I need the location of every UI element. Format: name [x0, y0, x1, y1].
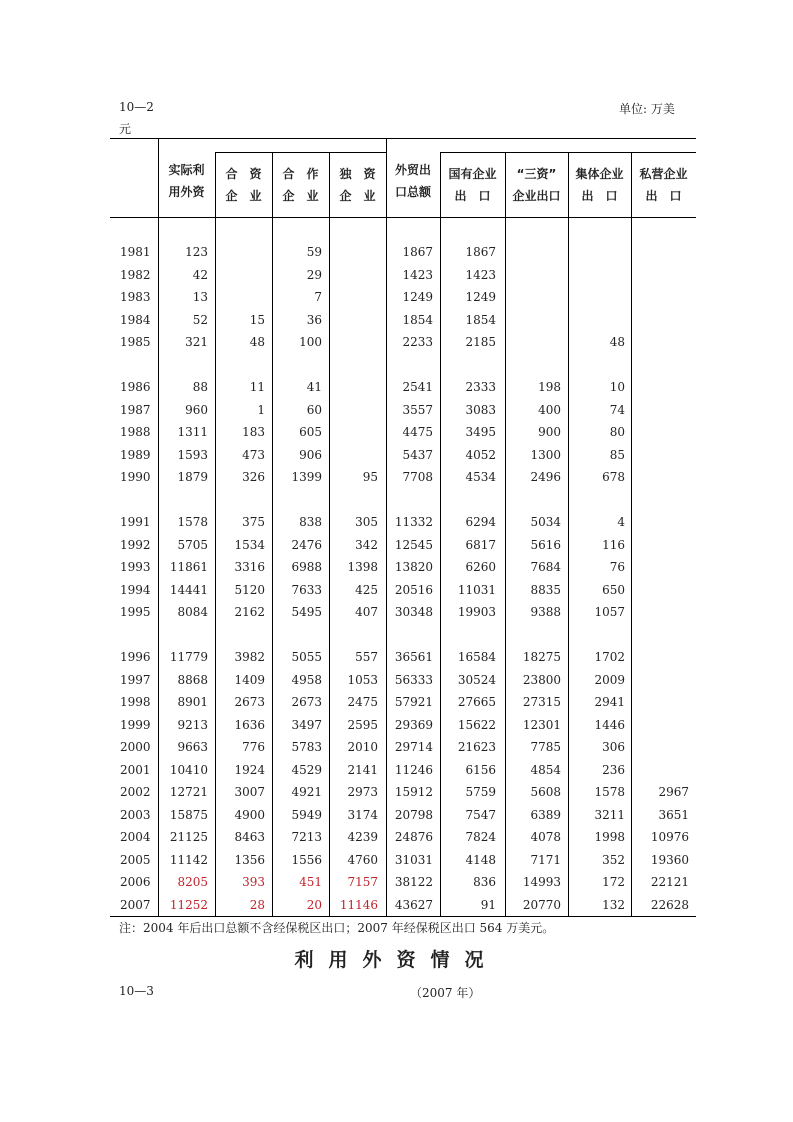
value-cell: 2185: [465, 335, 496, 349]
value-cell: 11142: [169, 852, 208, 867]
value-cell: 95: [362, 470, 378, 484]
value-cell: 1867: [465, 245, 496, 259]
value-cell: 3174: [347, 807, 378, 822]
value-cell: 2141: [347, 762, 378, 777]
value-cell: 20: [306, 897, 322, 912]
value-cell: 1534: [234, 537, 265, 552]
value-cell: 8835: [530, 582, 561, 597]
value-cell: 7213: [291, 830, 322, 844]
column-header: [440, 163, 505, 207]
value-cell: 36: [306, 312, 322, 327]
value-cell: 8901: [177, 695, 208, 709]
year-cell: 2005: [120, 852, 151, 867]
next-table-number: 10—3: [119, 984, 154, 998]
value-cell: 2333: [465, 380, 496, 394]
table-row: [110, 826, 696, 848]
value-cell: 22628: [650, 897, 689, 912]
value-cell: 7171: [530, 852, 561, 867]
value-cell: 321: [185, 335, 208, 349]
year-cell: 2004: [120, 830, 151, 844]
header-subrule: [215, 152, 386, 153]
value-cell: 5783: [291, 740, 322, 754]
table-row: [110, 421, 696, 443]
table-row: [110, 399, 696, 421]
column-header-line: 用外资: [168, 185, 205, 199]
value-cell: 3982: [234, 650, 265, 664]
table-row: [110, 556, 696, 578]
value-cell: 900: [538, 425, 561, 439]
value-cell: 4239: [347, 830, 378, 844]
value-cell: 10976: [650, 830, 689, 844]
value-cell: 1593: [177, 447, 208, 462]
value-cell: 7684: [530, 560, 561, 574]
value-cell: 21125: [169, 830, 208, 844]
table-row: [110, 286, 696, 308]
value-cell: 15875: [169, 807, 208, 822]
value-cell: 132: [602, 897, 625, 912]
value-cell: 6294: [465, 515, 496, 529]
value-cell: 19903: [457, 605, 496, 619]
column-header-line: 合 作: [282, 167, 319, 181]
column-header: [386, 159, 440, 203]
value-cell: 1446: [594, 717, 625, 732]
column-header: [272, 163, 329, 207]
value-cell: 5437: [402, 447, 433, 462]
column-header-line: “三资”: [516, 167, 557, 181]
value-cell: 20516: [394, 582, 433, 597]
year-cell: 1991: [120, 515, 151, 529]
column-header: [631, 163, 696, 207]
table-row: [110, 579, 696, 601]
value-cell: 60: [306, 402, 322, 417]
value-cell: 7157: [347, 875, 378, 889]
column-header-line: 出 口: [454, 189, 491, 203]
value-cell: 3651: [658, 807, 689, 822]
value-cell: 4900: [234, 807, 265, 822]
table-row: [110, 646, 696, 668]
value-cell: 11146: [339, 897, 378, 912]
column-header-line: 口总额: [394, 185, 431, 199]
value-cell: 4: [617, 515, 625, 529]
table-row: [110, 781, 696, 803]
value-cell: 30348: [394, 605, 433, 619]
value-cell: 8084: [177, 605, 208, 619]
value-cell: 4475: [402, 425, 433, 439]
table-row: [110, 466, 696, 488]
value-cell: 123: [185, 245, 208, 259]
year-cell: 1988: [120, 425, 151, 439]
column-header-line: 合 资: [225, 167, 262, 181]
value-cell: 91: [480, 897, 496, 912]
value-cell: 5055: [291, 650, 322, 664]
value-cell: 4529: [291, 762, 322, 777]
value-cell: 5616: [530, 537, 561, 552]
table-number-overflow: 元: [119, 122, 132, 136]
value-cell: 12721: [169, 785, 208, 799]
value-cell: 906: [299, 447, 322, 462]
value-cell: 5608: [530, 785, 561, 799]
value-cell: 838: [299, 515, 322, 529]
value-cell: 1879: [177, 470, 208, 484]
value-cell: 1356: [234, 852, 265, 867]
year-cell: 1985: [120, 335, 151, 349]
year-cell: 1993: [120, 560, 151, 574]
value-cell: 6389: [530, 807, 561, 822]
column-header: [568, 163, 631, 207]
value-cell: 85: [609, 447, 625, 462]
table-header-rule: [110, 217, 696, 218]
value-cell: 28: [249, 897, 265, 912]
table-row: [110, 804, 696, 826]
value-cell: 22121: [650, 875, 689, 889]
value-cell: 2476: [291, 537, 322, 552]
year-cell: 1998: [120, 695, 151, 709]
value-cell: 2595: [347, 717, 378, 732]
value-cell: 1: [257, 402, 265, 417]
value-cell: 6156: [465, 762, 496, 777]
year-cell: 2002: [120, 785, 151, 799]
table-row: [110, 871, 696, 893]
value-cell: 4534: [465, 470, 496, 484]
year-cell: 1996: [120, 650, 151, 664]
value-cell: 29369: [394, 717, 433, 732]
value-cell: 31031: [394, 852, 433, 867]
value-cell: 11: [249, 380, 265, 394]
value-cell: 305: [355, 515, 378, 529]
value-cell: 1057: [594, 605, 625, 619]
column-header: [215, 163, 272, 207]
value-cell: 5705: [177, 537, 208, 552]
value-cell: 605: [299, 425, 322, 439]
value-cell: 7708: [402, 470, 433, 484]
value-cell: 2162: [234, 605, 265, 619]
table-row: [110, 309, 696, 331]
year-cell: 2001: [120, 762, 151, 777]
table-row: [110, 691, 696, 713]
table-row: [110, 264, 696, 286]
value-cell: 2941: [594, 695, 625, 709]
value-cell: 8205: [177, 875, 208, 889]
value-cell: 2233: [402, 335, 433, 349]
value-cell: 776: [242, 740, 265, 754]
value-cell: 306: [602, 740, 625, 754]
value-cell: 29: [306, 267, 322, 282]
year-cell: 1995: [120, 605, 151, 619]
value-cell: 11861: [169, 560, 208, 574]
value-cell: 24876: [394, 830, 433, 844]
value-cell: 198: [538, 380, 561, 394]
value-cell: 27315: [522, 695, 561, 709]
value-cell: 7: [314, 290, 322, 304]
value-cell: 18275: [522, 650, 561, 664]
value-cell: 4078: [530, 830, 561, 844]
column-header-line: 国有企业: [448, 167, 497, 181]
table-row: [110, 736, 696, 758]
table-row: [110, 331, 696, 353]
value-cell: 27665: [457, 695, 496, 709]
value-cell: 8463: [234, 830, 265, 844]
value-cell: 20770: [522, 897, 561, 912]
column-header-line: 出 口: [581, 189, 618, 203]
value-cell: 326: [242, 470, 265, 484]
value-cell: 7547: [465, 807, 496, 822]
year-cell: 1986: [120, 380, 151, 394]
value-cell: 5034: [530, 515, 561, 529]
column-header-line: 独 资: [339, 167, 376, 181]
year-cell: 2003: [120, 807, 151, 822]
column-header-line: 企业出口: [512, 189, 561, 203]
table-row: [110, 511, 696, 533]
value-cell: 15622: [457, 717, 496, 732]
value-cell: 21623: [457, 740, 496, 754]
table-row: [110, 241, 696, 263]
value-cell: 11246: [394, 762, 433, 777]
column-header-line: 外贸出: [394, 163, 431, 177]
value-cell: 7633: [291, 582, 322, 597]
value-cell: 42: [192, 267, 208, 282]
table-row: [110, 759, 696, 781]
value-cell: 3211: [594, 807, 625, 822]
value-cell: 1053: [347, 672, 378, 687]
column-header-line: 企 业: [282, 189, 319, 203]
value-cell: 1300: [530, 447, 561, 462]
value-cell: 6260: [465, 560, 496, 574]
value-cell: 10410: [169, 762, 208, 777]
value-cell: 425: [355, 582, 378, 597]
value-cell: 2541: [402, 380, 433, 394]
table-row: [110, 601, 696, 623]
value-cell: 1399: [291, 470, 322, 484]
value-cell: 1556: [291, 852, 322, 867]
table-bottom-rule: [110, 916, 696, 917]
column-header-line: 企 业: [339, 189, 376, 203]
value-cell: 4148: [465, 852, 496, 867]
value-cell: 80: [609, 425, 625, 439]
value-cell: 5949: [291, 807, 322, 822]
table-row: [110, 714, 696, 736]
value-cell: 13820: [394, 560, 433, 574]
value-cell: 5495: [291, 605, 322, 619]
table-top-rule: [110, 138, 696, 139]
value-cell: 2009: [594, 672, 625, 687]
value-cell: 172: [602, 875, 625, 889]
year-cell: 2000: [120, 740, 151, 754]
value-cell: 3497: [291, 717, 322, 732]
value-cell: 11332: [394, 515, 433, 529]
value-cell: 23800: [522, 672, 561, 687]
column-header-line: 实际利: [168, 163, 205, 177]
year-cell: 1994: [120, 582, 151, 597]
table-row: [110, 894, 696, 916]
value-cell: 56333: [394, 672, 433, 687]
value-cell: 2496: [530, 470, 561, 484]
value-cell: 76: [609, 560, 625, 574]
value-cell: 48: [249, 335, 265, 349]
year-cell: 1989: [120, 447, 151, 462]
value-cell: 1578: [177, 515, 208, 529]
value-cell: 2475: [347, 695, 378, 709]
value-cell: 12301: [522, 717, 561, 732]
value-cell: 1854: [465, 312, 496, 327]
value-cell: 11779: [169, 650, 208, 664]
year-cell: 2007: [120, 897, 151, 912]
value-cell: 352: [602, 852, 625, 867]
section-title: 利用外资情况: [294, 949, 499, 971]
value-cell: 3557: [402, 402, 433, 417]
value-cell: 678: [602, 470, 625, 484]
year-cell: 1981: [120, 245, 151, 259]
value-cell: 2673: [291, 695, 322, 709]
column-header: [329, 163, 386, 207]
table-number: 10—2: [119, 100, 154, 114]
unit-label: 单位: 万美: [619, 102, 675, 116]
year-cell: 1997: [120, 672, 151, 687]
value-cell: 19360: [650, 852, 689, 867]
value-cell: 1249: [465, 290, 496, 304]
value-cell: 74: [609, 402, 625, 417]
value-cell: 2973: [347, 785, 378, 799]
column-header-line: 私营企业: [639, 167, 688, 181]
column-header-line: 企 业: [225, 189, 262, 203]
value-cell: 48: [609, 335, 625, 349]
value-cell: 650: [602, 582, 625, 597]
value-cell: 7785: [530, 740, 561, 754]
value-cell: 1702: [594, 650, 625, 664]
value-cell: 4854: [530, 762, 561, 777]
value-cell: 375: [242, 515, 265, 529]
value-cell: 4052: [465, 447, 496, 462]
value-cell: 183: [242, 425, 265, 439]
year-cell: 1992: [120, 537, 151, 552]
value-cell: 15912: [394, 785, 433, 799]
table-row: [110, 376, 696, 398]
value-cell: 4958: [291, 672, 322, 687]
column-header: [505, 163, 568, 207]
column-header-line: 出 口: [645, 189, 682, 203]
footnote: 注：2004 年后出口总额不含经保税区出口；2007 年经保税区出口 564 万美元。: [119, 921, 555, 935]
value-cell: 2967: [658, 785, 689, 799]
value-cell: 7824: [465, 830, 496, 844]
value-cell: 1423: [402, 267, 433, 282]
value-cell: 11031: [457, 582, 496, 597]
value-cell: 41: [306, 380, 322, 394]
year-cell: 2006: [120, 875, 151, 889]
value-cell: 1578: [594, 785, 625, 799]
value-cell: 9663: [177, 740, 208, 754]
value-cell: 16584: [457, 650, 496, 664]
value-cell: 1249: [402, 290, 433, 304]
value-cell: 3007: [234, 785, 265, 799]
value-cell: 43627: [394, 897, 433, 912]
value-cell: 116: [602, 537, 625, 552]
value-cell: 9213: [177, 717, 208, 732]
value-cell: 557: [355, 650, 378, 664]
value-cell: 59: [306, 245, 322, 259]
year-cell: 1990: [120, 470, 151, 484]
value-cell: 11252: [169, 897, 208, 912]
value-cell: 1854: [402, 312, 433, 327]
value-cell: 960: [185, 402, 208, 417]
next-table-year: （2007 年）: [410, 986, 481, 1000]
value-cell: 5120: [234, 582, 265, 597]
year-cell: 1983: [120, 290, 151, 304]
value-cell: 6817: [465, 537, 496, 552]
value-cell: 12545: [394, 537, 433, 552]
value-cell: 15: [249, 312, 265, 327]
column-header-line: 集体企业: [575, 167, 624, 181]
value-cell: 36561: [394, 650, 433, 664]
value-cell: 836: [473, 875, 496, 889]
value-cell: 88: [192, 380, 208, 394]
value-cell: 1636: [234, 717, 265, 732]
value-cell: 4760: [347, 852, 378, 867]
value-cell: 1998: [594, 830, 625, 844]
value-cell: 393: [242, 875, 265, 889]
value-cell: 400: [538, 402, 561, 417]
table-row: [110, 849, 696, 871]
value-cell: 407: [355, 605, 378, 619]
value-cell: 1398: [347, 560, 378, 574]
value-cell: 6988: [291, 560, 322, 574]
year-cell: 1984: [120, 312, 151, 327]
year-cell: 1982: [120, 267, 151, 282]
value-cell: 1311: [177, 425, 208, 439]
value-cell: 5759: [465, 785, 496, 799]
table-row: [110, 444, 696, 466]
value-cell: 3495: [465, 425, 496, 439]
value-cell: 3316: [234, 560, 265, 574]
value-cell: 3083: [465, 402, 496, 417]
value-cell: 9388: [530, 605, 561, 619]
value-cell: 342: [355, 537, 378, 552]
value-cell: 236: [602, 762, 625, 777]
value-cell: 10: [609, 380, 625, 394]
year-cell: 1999: [120, 717, 151, 732]
year-cell: 1987: [120, 402, 151, 417]
value-cell: 1409: [234, 672, 265, 687]
value-cell: 1423: [465, 267, 496, 282]
value-cell: 473: [242, 447, 265, 462]
value-cell: 4921: [291, 785, 322, 799]
value-cell: 1924: [234, 762, 265, 777]
header-subrule: [440, 152, 696, 153]
value-cell: 2673: [234, 695, 265, 709]
value-cell: 100: [299, 335, 322, 349]
value-cell: 13: [192, 290, 208, 304]
table-row: [110, 669, 696, 691]
table-row: [110, 534, 696, 556]
value-cell: 57921: [394, 695, 433, 709]
value-cell: 52: [192, 312, 208, 327]
value-cell: 8868: [177, 672, 208, 687]
value-cell: 29714: [394, 740, 433, 754]
value-cell: 2010: [347, 740, 378, 754]
value-cell: 14993: [522, 875, 561, 889]
value-cell: 20798: [394, 807, 433, 822]
value-cell: 38122: [394, 875, 433, 889]
column-header: [158, 159, 215, 203]
value-cell: 1867: [402, 245, 433, 259]
value-cell: 30524: [457, 672, 496, 687]
value-cell: 14441: [169, 582, 208, 597]
value-cell: 451: [299, 875, 322, 889]
